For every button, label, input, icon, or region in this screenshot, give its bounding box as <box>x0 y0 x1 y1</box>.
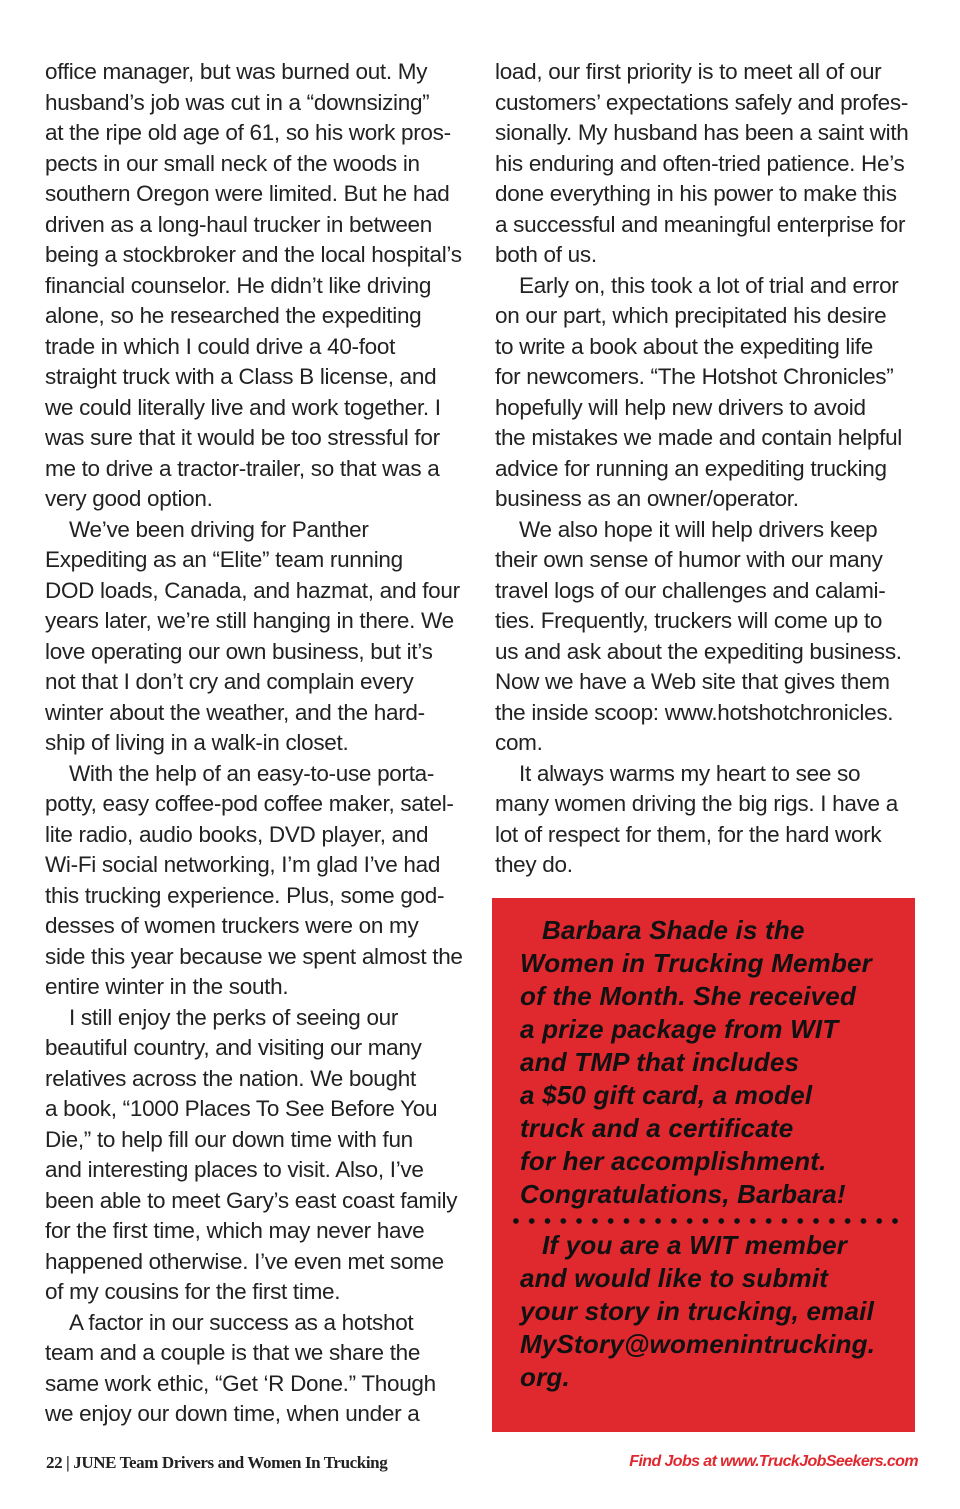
text-line: their own sense of humor with our many <box>495 547 883 572</box>
sidebar-line: Women in Trucking Member <box>520 948 873 978</box>
page-footer-info: 22 | JUNE Team Drivers and Women In Trucking <box>46 1453 388 1472</box>
text-line: winter about the weather, and the hard- <box>45 699 425 725</box>
text-line: done everything in his power to make this <box>495 181 897 206</box>
sidebar-line: and would like to submit <box>520 1263 829 1293</box>
text-line: and interesting places to visit. Also, I’ve <box>45 1157 424 1182</box>
text-line: alone, so he researched the expediting <box>45 303 422 328</box>
text-line: trade in which I could drive a 40-foot <box>45 333 396 359</box>
sidebar-line: and TMP that includes <box>520 1047 800 1077</box>
text-line: beautiful country, and visiting our many <box>45 1035 422 1060</box>
sidebar-line: Barbara Shade is the <box>542 915 805 945</box>
text-line: straight truck with a Class B license, and <box>45 364 437 389</box>
text-line: on our part, which precipitated his desire <box>495 303 887 328</box>
sidebar-line: your story in trucking, email <box>520 1296 874 1326</box>
text-line: office manager, but was burned out. My <box>45 59 428 84</box>
text-line: I still enjoy the perks of seeing our <box>69 1004 399 1030</box>
text-line: driven as a long-haul trucker in between <box>45 211 432 237</box>
text-line: Expediting as an “Elite” team running <box>45 547 403 572</box>
text-line: the inside scoop: www.hotshotchronicles. <box>495 699 894 725</box>
text-line: a successful and meaningful enterprise for <box>495 211 906 237</box>
text-line: this trucking experience. Plus, some god- <box>45 882 445 908</box>
text-line: sionally. My husband has been a saint with <box>495 120 909 145</box>
text-line: love operating our own business, but it’s <box>45 638 433 664</box>
text-line: Early on, this took a lot of trial and error <box>519 272 899 298</box>
text-line: his enduring and often-tried patience. He’s <box>495 150 905 176</box>
text-line: husband’s job was cut in a “downsizing” <box>45 89 430 115</box>
text-line: We also hope it will help drivers keep <box>519 516 878 542</box>
sidebar-line: a $50 gift card, a model <box>520 1080 813 1110</box>
text-line: With the help of an easy-to-use porta- <box>69 760 435 786</box>
text-line: pects in our small neck of the woods in <box>45 150 420 176</box>
text-line: Die,” to help fill our down time with fun <box>45 1126 413 1152</box>
text-line: a book, “1000 Places To See Before You <box>45 1096 438 1121</box>
text-line: very good option. <box>45 486 213 511</box>
sidebar-line: a prize package from WIT <box>520 1014 839 1044</box>
text-line: being a stockbroker and the local hospital’s <box>45 242 462 267</box>
paragraph <box>45 515 475 759</box>
text-line: team and a couple is that we share the <box>45 1340 421 1365</box>
text-line: customers’ expectations safely and profes- <box>495 89 909 115</box>
text-line: happened otherwise. I’ve even met some <box>45 1248 444 1274</box>
sidebar-line: for her accomplishment. <box>520 1146 827 1176</box>
text-line: financial counselor. He didn’t like driving <box>45 272 432 298</box>
text-line: It always warms my heart to see so <box>519 760 861 786</box>
text-line: Now we have a Web site that gives them <box>495 669 890 694</box>
text-line: they do. <box>495 852 573 877</box>
text-line: com. <box>495 730 543 755</box>
text-line: to write a book about the expediting life <box>495 333 873 359</box>
paragraph <box>495 515 915 759</box>
paragraph <box>495 271 915 515</box>
text-line: we enjoy our down time, when under a <box>45 1401 420 1426</box>
footer-jobs-link[interactable]: Find Jobs at www.TruckJobSeekers.com <box>629 1453 918 1470</box>
paragraph <box>495 57 915 271</box>
text-line: Wi-Fi social networking, I’m glad I’ve had <box>45 852 441 877</box>
text-line: lite radio, audio books, DVD player, and <box>45 821 429 847</box>
sidebar-call-to-action <box>520 1229 915 1394</box>
text-line: DOD loads, Canada, and hazmat, and four <box>45 577 460 603</box>
text-line: we could literally live and work together. I <box>45 394 441 420</box>
member-of-month-sidebar <box>492 898 915 1432</box>
text-line: southern Oregon were limited. But he had <box>45 181 450 206</box>
paragraph <box>45 1308 475 1430</box>
text-line: many women driving the big rigs. I have a <box>495 791 898 816</box>
text-line: hopefully will help new drivers to avoid <box>495 394 866 420</box>
sidebar-line: truck and a certificate <box>520 1113 794 1143</box>
text-line: travel logs of our challenges and calami- <box>495 577 886 603</box>
sidebar-line[interactable]: MyStory@womenintrucking. <box>520 1329 876 1359</box>
text-line: both of us. <box>495 242 597 267</box>
text-line: We’ve been driving for Panther <box>69 516 369 542</box>
sidebar-line: Congratulations, Barbara! <box>520 1179 846 1209</box>
text-line: years later, we’re still hanging in there. We <box>45 608 454 633</box>
text-line: potty, easy coffee-pod coffee maker, satel- <box>45 791 454 816</box>
text-line: desses of women truckers were on my <box>45 913 419 938</box>
text-line: advice for running an expediting trucking <box>495 455 887 481</box>
text-line: for the first time, which may never have <box>45 1218 425 1243</box>
text-line: been able to meet Gary’s east coast family <box>45 1187 458 1213</box>
text-line: same work ethic, “Get ‘R Done.” Though <box>45 1370 436 1396</box>
text-line: relatives across the nation. We bought <box>45 1065 416 1091</box>
text-line: me to drive a tractor-trailer, so that was a <box>45 455 440 481</box>
text-line: for newcomers. “The Hotshot Chronicles” <box>495 364 894 389</box>
article-right-column <box>495 57 915 881</box>
text-line: the mistakes we made and contain helpful <box>495 425 902 450</box>
text-line: load, our first priority is to meet all of our <box>495 59 882 84</box>
text-line: side this year because we spent almost the <box>45 943 463 969</box>
text-line: of my cousins for the first time. <box>45 1279 341 1304</box>
sidebar-line: of the Month. She received <box>520 981 857 1011</box>
text-line: lot of respect for them, for the hard work <box>495 821 882 847</box>
paragraph <box>495 759 915 881</box>
paragraph <box>45 57 475 515</box>
paragraph <box>45 759 475 1003</box>
paragraph <box>45 1003 475 1308</box>
text-line: ties. Frequently, truckers will come up to <box>495 608 883 633</box>
text-line: A factor in our success as a hotshot <box>69 1309 414 1335</box>
sidebar-line[interactable]: org. <box>520 1362 570 1392</box>
text-line: us and ask about the expediting business. <box>495 638 902 664</box>
text-line: was sure that it would be too stressful for <box>45 425 440 450</box>
text-line: business as an owner/operator. <box>495 486 799 511</box>
dotted-divider <box>508 1215 902 1227</box>
sidebar-announcement <box>520 914 915 1211</box>
sidebar-line: If you are a WIT member <box>542 1230 848 1260</box>
text-line: entire winter in the south. <box>45 974 289 999</box>
text-line: at the ripe old age of 61, so his work pros- <box>45 120 451 145</box>
text-line: ship of living in a walk-in closet. <box>45 730 349 755</box>
text-line: not that I don’t cry and complain every <box>45 669 414 694</box>
article-left-column <box>45 57 475 1430</box>
